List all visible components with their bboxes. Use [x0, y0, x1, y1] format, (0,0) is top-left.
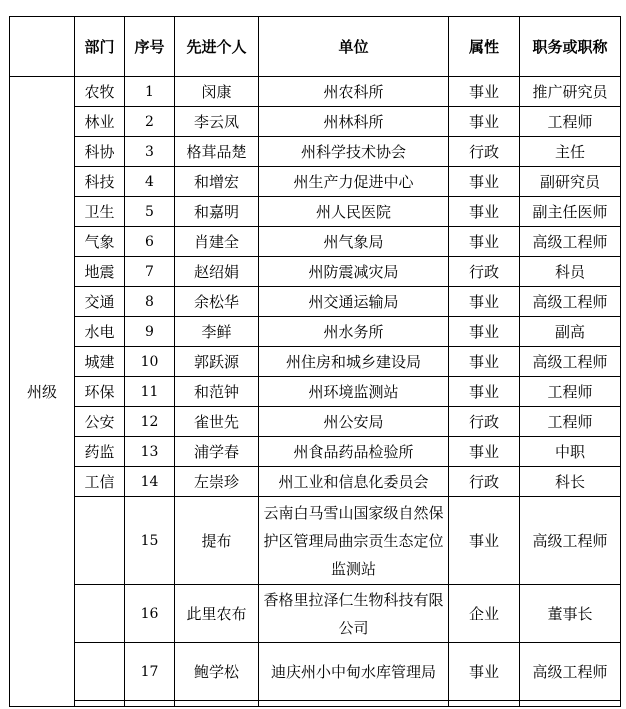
table-row [10, 287, 621, 317]
seq-cell: 3 [125, 137, 175, 167]
table-row [10, 257, 621, 287]
person-cell: 李鲜 [175, 317, 259, 347]
seq-cell: 2 [125, 107, 175, 137]
department-cell: 公安 [75, 407, 125, 437]
attr-cell: 行政 [449, 137, 520, 167]
attr-cell: 行政 [449, 407, 520, 437]
attr-cell: 事业 [449, 643, 520, 701]
title-cell: 副主任医师 [520, 197, 621, 227]
unit-cell: 州气象局 [259, 227, 449, 257]
table-body [10, 77, 621, 707]
title-cell: 中职 [520, 437, 621, 467]
seq-cell: 10 [125, 347, 175, 377]
person-cell: 左崇珍 [175, 467, 259, 497]
header-person: 先进个人 [175, 17, 259, 77]
department-cell: 农牧 [75, 77, 125, 107]
person-cell: 李云凤 [175, 107, 259, 137]
unit-cell: 州生产力促进中心 [259, 167, 449, 197]
person-cell: 郭跃源 [175, 347, 259, 377]
person-cell: 和增宏 [175, 167, 259, 197]
department-cell: 气象 [75, 227, 125, 257]
header-title: 职务或职称 [520, 17, 621, 77]
table-row [10, 167, 621, 197]
table-row [10, 347, 621, 377]
department-cell: 科技 [75, 167, 125, 197]
attr-cell: 事业 [449, 317, 520, 347]
attr-cell: 事业 [449, 497, 520, 585]
seq-cell: 11 [125, 377, 175, 407]
unit-cell: 州公安局 [259, 407, 449, 437]
empty-cell [449, 701, 520, 707]
attr-cell: 事业 [449, 107, 520, 137]
attr-cell: 事业 [449, 287, 520, 317]
person-cell: 赵绍娟 [175, 257, 259, 287]
person-cell: 鲍学松 [175, 643, 259, 701]
table-row [10, 643, 621, 701]
table-row [10, 227, 621, 257]
header-seq: 序号 [125, 17, 175, 77]
department-cell: 工信 [75, 467, 125, 497]
table-row [10, 585, 621, 643]
header-row [10, 17, 621, 77]
table-row [10, 77, 621, 107]
attr-cell: 行政 [449, 257, 520, 287]
department-cell [75, 585, 125, 643]
title-cell: 主任 [520, 137, 621, 167]
title-cell: 工程师 [520, 377, 621, 407]
unit-cell: 州水务所 [259, 317, 449, 347]
empty-cell [259, 701, 449, 707]
unit-cell: 州交通运输局 [259, 287, 449, 317]
seq-cell: 14 [125, 467, 175, 497]
seq-cell: 16 [125, 585, 175, 643]
title-cell: 副研究员 [520, 167, 621, 197]
seq-cell: 5 [125, 197, 175, 227]
header-unit: 单位 [259, 17, 449, 77]
title-cell: 副高 [520, 317, 621, 347]
department-cell: 城建 [75, 347, 125, 377]
department-cell: 地震 [75, 257, 125, 287]
person-cell: 此里农布 [175, 585, 259, 643]
attr-cell: 事业 [449, 437, 520, 467]
title-cell: 高级工程师 [520, 497, 621, 585]
unit-cell: 云南白马雪山国家级自然保护区管理局曲宗贡生态定位监测站 [259, 497, 449, 585]
unit-cell: 州农科所 [259, 77, 449, 107]
seq-cell: 13 [125, 437, 175, 467]
unit-cell: 州住房和城乡建设局 [259, 347, 449, 377]
title-cell: 高级工程师 [520, 287, 621, 317]
unit-cell: 州人民医院 [259, 197, 449, 227]
table-row [10, 497, 621, 585]
seq-cell: 17 [125, 643, 175, 701]
person-cell: 和嘉明 [175, 197, 259, 227]
person-cell: 和范钟 [175, 377, 259, 407]
unit-cell: 州科学技术协会 [259, 137, 449, 167]
attr-cell: 事业 [449, 197, 520, 227]
attr-cell: 行政 [449, 467, 520, 497]
title-cell: 高级工程师 [520, 643, 621, 701]
person-cell: 浦学春 [175, 437, 259, 467]
person-cell: 雀世先 [175, 407, 259, 437]
unit-cell: 州防震减灾局 [259, 257, 449, 287]
title-cell: 工程师 [520, 107, 621, 137]
seq-cell: 6 [125, 227, 175, 257]
table-row [10, 107, 621, 137]
person-cell: 肖建全 [175, 227, 259, 257]
attr-cell: 事业 [449, 77, 520, 107]
person-cell: 闵康 [175, 77, 259, 107]
seq-cell: 7 [125, 257, 175, 287]
table-row [10, 467, 621, 497]
header-level [10, 17, 75, 77]
table-row [10, 437, 621, 467]
unit-cell: 州环境监测站 [259, 377, 449, 407]
department-cell: 交通 [75, 287, 125, 317]
table-row [10, 377, 621, 407]
department-cell: 林业 [75, 107, 125, 137]
attr-cell: 事业 [449, 347, 520, 377]
department-cell: 环保 [75, 377, 125, 407]
department-cell [75, 497, 125, 585]
unit-cell: 州工业和信息化委员会 [259, 467, 449, 497]
seq-cell: 4 [125, 167, 175, 197]
seq-cell: 8 [125, 287, 175, 317]
title-cell: 推广研究员 [520, 77, 621, 107]
table-row [10, 317, 621, 347]
unit-cell: 迪庆州小中甸水库管理局 [259, 643, 449, 701]
awards-table [9, 16, 621, 707]
table-row [10, 407, 621, 437]
unit-cell: 州林科所 [259, 107, 449, 137]
attr-cell: 事业 [449, 377, 520, 407]
title-cell: 高级工程师 [520, 347, 621, 377]
title-cell: 工程师 [520, 407, 621, 437]
department-cell [75, 643, 125, 701]
person-cell: 提布 [175, 497, 259, 585]
empty-cell [75, 701, 125, 707]
seq-cell: 12 [125, 407, 175, 437]
empty-cell [520, 701, 621, 707]
title-cell: 科员 [520, 257, 621, 287]
department-cell: 水电 [75, 317, 125, 347]
person-cell: 格茸品楚 [175, 137, 259, 167]
title-cell: 高级工程师 [520, 227, 621, 257]
level-cell: 州级 [10, 77, 75, 707]
seq-cell: 1 [125, 77, 175, 107]
attr-cell: 事业 [449, 227, 520, 257]
empty-cell [175, 701, 259, 707]
title-cell: 科长 [520, 467, 621, 497]
department-cell: 药监 [75, 437, 125, 467]
attr-cell: 事业 [449, 167, 520, 197]
table-row [10, 197, 621, 227]
seq-cell: 9 [125, 317, 175, 347]
header-department: 部门 [75, 17, 125, 77]
person-cell: 余松华 [175, 287, 259, 317]
empty-cell [125, 701, 175, 707]
department-cell: 卫生 [75, 197, 125, 227]
table-row [10, 137, 621, 167]
title-cell: 董事长 [520, 585, 621, 643]
seq-cell: 15 [125, 497, 175, 585]
attr-cell: 企业 [449, 585, 520, 643]
department-cell: 科协 [75, 137, 125, 167]
unit-cell: 州食品药品检验所 [259, 437, 449, 467]
unit-cell: 香格里拉泽仁生物科技有限公司 [259, 585, 449, 643]
header-attr: 属性 [449, 17, 520, 77]
table-row-partial [10, 701, 621, 707]
